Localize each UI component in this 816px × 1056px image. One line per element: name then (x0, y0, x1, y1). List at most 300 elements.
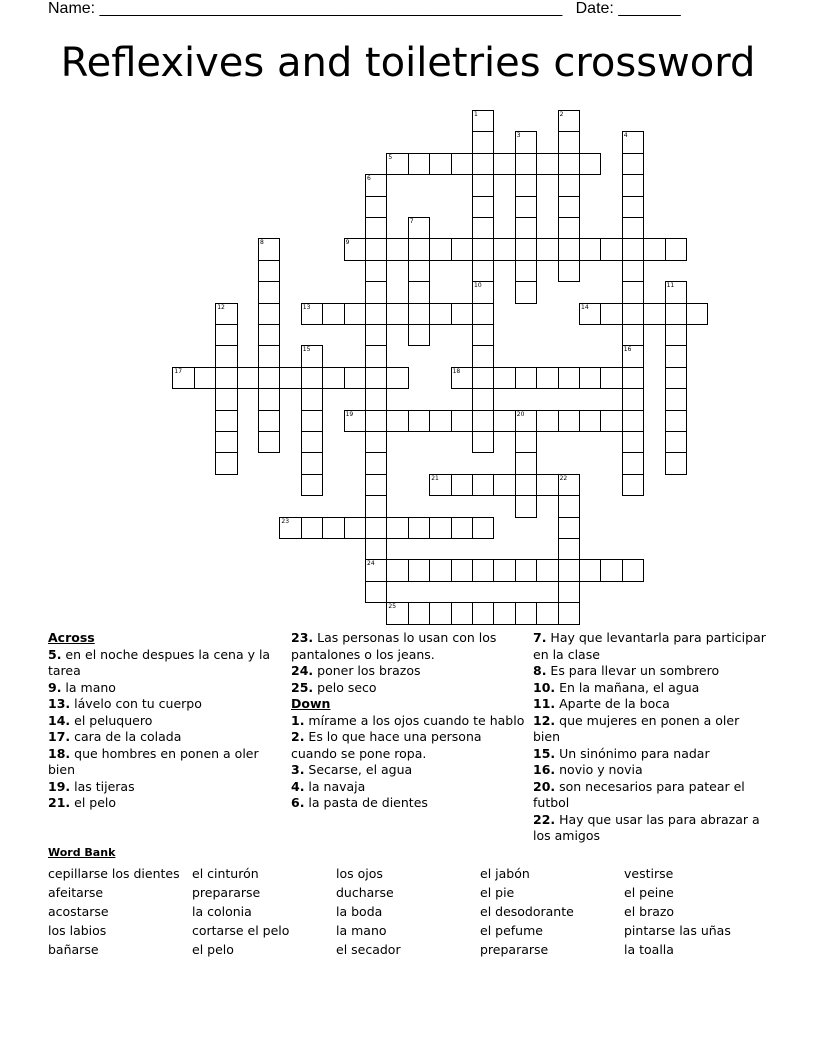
crossword-cell (579, 367, 601, 389)
across-clue (48, 729, 288, 746)
crossword-cell (451, 474, 473, 496)
clue-number: 16 (623, 346, 632, 354)
crossword-cell (472, 153, 494, 175)
crossword-cell (408, 517, 430, 539)
crossword-cell (451, 559, 473, 581)
crossword-cell (558, 131, 580, 153)
crossword-cell (258, 367, 280, 389)
crossword-cell (665, 303, 687, 325)
crossword-cell (451, 153, 473, 175)
crossword-cell (472, 345, 494, 367)
crossword-cell (472, 324, 494, 346)
crossword-cell (258, 303, 280, 325)
clue-number: 6 (367, 175, 371, 183)
clue-text: mírame a los ojos cuando te hablo (304, 712, 525, 728)
crossword-cell (472, 303, 494, 325)
crossword-cell (365, 324, 387, 346)
clue-number-label: 23. (291, 630, 314, 645)
clue-text: En la mañana, el agua (555, 679, 700, 695)
word-bank-item: cepillarse los dientes (48, 866, 180, 881)
crossword-cell (258, 388, 280, 410)
clue-number-label: 6. (291, 795, 305, 810)
crossword-cell (558, 110, 580, 132)
down-clue-list (291, 713, 531, 812)
clue-number-label: 14. (48, 712, 71, 728)
crossword-cell (536, 238, 558, 260)
clue-text: Un sinónimo para nadar (555, 745, 710, 761)
crossword-cell (558, 474, 580, 496)
crossword-cell (322, 303, 344, 325)
crossword-cell (579, 153, 601, 175)
crossword-cell (365, 238, 387, 260)
crossword-cell (172, 367, 194, 389)
clue-text: Aparte de la boca (555, 696, 670, 711)
clue-number-label: 22. (533, 811, 556, 827)
crossword-cell (365, 538, 387, 560)
crossword-cell (408, 559, 430, 581)
clue-number: 24 (367, 560, 375, 568)
down-clue (533, 696, 769, 713)
crossword-cell (258, 410, 280, 432)
clue-number: 1 (474, 111, 478, 118)
word-bank-item: vestirse (624, 866, 674, 881)
crossword-cell (622, 238, 644, 260)
crossword-cell (365, 410, 387, 432)
crossword-cell (365, 474, 387, 496)
crossword-cell (558, 153, 580, 175)
crossword-cell (536, 602, 558, 624)
crossword-cell (215, 452, 237, 474)
clue-number-label: 11. (533, 696, 556, 711)
down-clue (291, 729, 531, 762)
clue-text: la navaja (304, 778, 366, 794)
crossword-cell (451, 517, 473, 539)
clue-number-label: 5. (48, 646, 62, 662)
crossword-cell (622, 196, 644, 218)
clue-number: 17 (174, 367, 183, 375)
clue-number-label: 16. (533, 762, 556, 777)
clue-number: 22 (559, 474, 568, 482)
crossword-cell (558, 581, 580, 603)
word-bank-item: la mano (336, 923, 387, 938)
crossword-cell (365, 260, 387, 282)
clue-number: 25 (388, 603, 397, 611)
crossword-cell (558, 495, 580, 517)
crossword-cell (665, 324, 687, 346)
down-clue (533, 663, 769, 680)
crossword-cell (386, 303, 408, 325)
down-clue (533, 680, 769, 697)
crossword-cell (472, 131, 494, 153)
crossword-cell (558, 196, 580, 218)
word-bank-item: el cinturón (192, 866, 259, 881)
crossword-cell (622, 303, 644, 325)
clue-text: las tijeras (70, 778, 135, 794)
crossword-cell (493, 474, 515, 496)
crossword-cell (515, 174, 537, 196)
word-bank-item: la colonia (192, 904, 252, 919)
clue-text: cara de la colada (70, 729, 182, 744)
crossword-cell (301, 452, 323, 474)
clue-text: Hay que levantarla para participar en la clase (533, 630, 766, 662)
crossword-cell (344, 367, 366, 389)
crossword-cell (622, 217, 644, 239)
crossword-cell (429, 303, 451, 325)
across-clue (48, 713, 288, 730)
clue-number-label: 1. (291, 712, 305, 728)
crossword-cell (622, 559, 644, 581)
clue-number-label: 9. (48, 679, 62, 695)
crossword-cell (622, 345, 644, 367)
crossword-cell (579, 238, 601, 260)
clue-number: 23 (281, 517, 290, 525)
crossword-cell (472, 110, 494, 132)
crossword-cell (451, 410, 473, 432)
crossword-cell (258, 281, 280, 303)
crossword-cell (386, 410, 408, 432)
across-clue (291, 680, 531, 697)
crossword-cell (558, 559, 580, 581)
crossword-cell (600, 559, 622, 581)
crossword-cell (258, 260, 280, 282)
crossword-cell (408, 324, 430, 346)
clue-number: 9 (345, 239, 350, 247)
crossword-cell (408, 217, 430, 239)
word-bank-item: la toalla (624, 942, 674, 957)
clue-number: 2 (559, 111, 564, 118)
crossword-cell (279, 517, 301, 539)
crossword-cell (215, 303, 237, 325)
crossword-cell (622, 131, 644, 153)
crossword-cell (451, 602, 473, 624)
crossword-cell (451, 367, 473, 389)
crossword-cell (472, 602, 494, 624)
crossword-cell (472, 410, 494, 432)
crossword-cell (665, 388, 687, 410)
clues-column-1 (48, 630, 288, 812)
crossword-cell (472, 196, 494, 218)
word-bank-item: los labios (48, 923, 107, 938)
crossword-cell (558, 367, 580, 389)
across-clue (48, 696, 288, 713)
across-clue (48, 647, 288, 680)
word-bank-item: los ojos (336, 866, 383, 881)
crossword-cell (515, 410, 537, 432)
clue-text: el pelo (70, 795, 117, 810)
crossword-cell (622, 153, 644, 175)
crossword-cell (622, 174, 644, 196)
crossword-cell (472, 174, 494, 196)
crossword-cell (472, 217, 494, 239)
clue-number-label: 19. (48, 778, 71, 794)
down-clue (291, 795, 531, 812)
down-clue (291, 779, 531, 796)
clue-number-label: 15. (533, 745, 556, 761)
crossword-cell (365, 452, 387, 474)
crossword-cell (301, 431, 323, 453)
clue-number-label: 18. (48, 745, 71, 761)
word-bank-item: el pefume (480, 923, 543, 938)
across-clue (48, 795, 288, 812)
clue-text: Secarse, el agua (304, 762, 413, 777)
clue-text: la mano (61, 679, 116, 695)
page-title: Reflexives and toiletries crossword (60, 40, 756, 86)
crossword-cell (429, 153, 451, 175)
down-clue (533, 630, 769, 663)
crossword-cell (408, 602, 430, 624)
crossword-cell (365, 345, 387, 367)
clue-number: 7 (409, 218, 414, 225)
crossword-cell (665, 431, 687, 453)
clue-number: 11 (666, 282, 675, 290)
clue-text: lávelo con tu cuerpo (70, 696, 202, 711)
crossword-cell (429, 410, 451, 432)
crossword-cell (215, 367, 237, 389)
crossword-cell (558, 238, 580, 260)
across-clue (48, 746, 288, 779)
crossword-cell (515, 131, 537, 153)
clue-text: Es para llevar un sombrero (546, 663, 720, 678)
clue-number-label: 4. (291, 778, 305, 794)
crossword-cell (258, 238, 280, 260)
crossword-cell (344, 303, 366, 325)
clue-number-label: 7. (533, 630, 547, 645)
word-bank-item: el jabón (480, 866, 530, 881)
clue-number-label: 13. (48, 696, 71, 711)
word-bank-item: la boda (336, 904, 383, 919)
clue-number: 19 (345, 410, 354, 418)
down-clue-list-continued (533, 630, 769, 845)
crossword-cell (451, 303, 473, 325)
word-bank-item: el pelo (192, 942, 234, 957)
crossword-cell (600, 410, 622, 432)
crossword-cell (665, 452, 687, 474)
down-clue (291, 762, 531, 779)
crossword-cell (472, 559, 494, 581)
across-clue (48, 779, 288, 796)
clue-number: 14 (581, 303, 589, 311)
crossword-cell (536, 367, 558, 389)
crossword-cell (365, 495, 387, 517)
crossword-cell (258, 345, 280, 367)
crossword-cell (558, 517, 580, 539)
crossword-cell (365, 303, 387, 325)
crossword-cell (536, 153, 558, 175)
crossword-cell (558, 217, 580, 239)
crossword-cell (215, 410, 237, 432)
crossword-cell (515, 474, 537, 496)
crossword-cell (493, 410, 515, 432)
crossword-cell (579, 559, 601, 581)
clue-number: 12 (217, 303, 225, 311)
name-date-line: Name: ____________________________________________________ Date: _______ (48, 0, 681, 17)
crossword-cell (472, 281, 494, 303)
crossword-cell (365, 517, 387, 539)
crossword-cell (279, 367, 301, 389)
clue-number: 20 (516, 410, 525, 418)
down-clue (533, 779, 769, 812)
clue-number-label: 21. (48, 795, 71, 810)
crossword-cell (493, 153, 515, 175)
down-clue (291, 713, 531, 730)
crossword-cell (493, 367, 515, 389)
crossword-cell (558, 602, 580, 624)
word-bank-item: el peine (624, 885, 674, 900)
clue-text: pelo seco (313, 679, 377, 695)
crossword-cell (515, 153, 537, 175)
crossword-cell (408, 410, 430, 432)
crossword-cell (258, 324, 280, 346)
crossword-cell (237, 367, 259, 389)
crossword-cell (344, 517, 366, 539)
clue-number-label: 12. (533, 712, 556, 728)
clue-number: 15 (302, 346, 311, 354)
word-bank-column (48, 864, 198, 959)
crossword-cell (515, 260, 537, 282)
crossword-cell (472, 517, 494, 539)
word-bank-column (192, 864, 342, 959)
crossword-cell (472, 388, 494, 410)
clue-number: 10 (474, 282, 482, 290)
crossword-cell (622, 281, 644, 303)
crossword-cell (472, 260, 494, 282)
down-clue (533, 713, 769, 746)
word-bank-item: afeitarse (48, 885, 104, 900)
crossword-cell (665, 367, 687, 389)
clue-number: 8 (260, 239, 264, 247)
crossword-cell (429, 238, 451, 260)
crossword-cell (301, 303, 323, 325)
crossword-cell (301, 410, 323, 432)
crossword-cell (600, 303, 622, 325)
clue-text: son necesarios para patear el futbol (533, 778, 745, 810)
crossword-cell (515, 367, 537, 389)
crossword-cell (622, 260, 644, 282)
crossword-cell (365, 559, 387, 581)
crossword-cell (472, 238, 494, 260)
across-clue (291, 663, 531, 680)
crossword-cell (515, 602, 537, 624)
crossword-cell (622, 431, 644, 453)
crossword-cell (365, 281, 387, 303)
crossword-cell (515, 238, 537, 260)
clue-text: el peluquero (70, 712, 153, 728)
crossword-cell (515, 281, 537, 303)
down-clue (533, 746, 769, 763)
crossword-cell (215, 388, 237, 410)
crossword-cell (429, 517, 451, 539)
word-bank-item: acostarse (48, 904, 109, 919)
crossword-cell (686, 303, 708, 325)
crossword-cell (301, 367, 323, 389)
crossword-cell (408, 260, 430, 282)
clue-number-label: 2. (291, 729, 305, 744)
crossword-cell (386, 517, 408, 539)
clue-text: Hay que usar las para abrazar a los amigos (533, 811, 760, 843)
crossword-cell (665, 345, 687, 367)
word-bank-heading: Word Bank (48, 846, 116, 859)
clue-number-label: 10. (533, 679, 556, 695)
clue-text: en el noche despues la cena y la tarea (48, 646, 271, 678)
clue-number: 4 (623, 132, 628, 140)
crossword-cell (493, 238, 515, 260)
crossword-cell (301, 517, 323, 539)
clue-text: la pasta de dientes (304, 795, 428, 810)
crossword-cell (386, 602, 408, 624)
crossword-cell (408, 281, 430, 303)
across-clue-list (48, 647, 288, 812)
clue-text: poner los brazos (313, 663, 421, 678)
crossword-cell (472, 431, 494, 453)
clue-text: que hombres en ponen a oler bien (48, 745, 259, 777)
crossword-cell (365, 431, 387, 453)
clue-number-label: 25. (291, 679, 314, 695)
down-clue (533, 762, 769, 779)
clue-text: Las personas lo usan con los pantalones o los jeans. (291, 630, 497, 662)
clue-text: Es lo que hace una persona cuando se pone ropa. (291, 729, 482, 761)
crossword-cell (643, 303, 665, 325)
crossword-cell (365, 174, 387, 196)
crossword-cell (665, 281, 687, 303)
crossword-cell (622, 474, 644, 496)
word-bank-item: el pie (480, 885, 515, 900)
crossword-cell (536, 559, 558, 581)
clue-number-label: 17. (48, 729, 71, 744)
crossword-cell (558, 174, 580, 196)
crossword-cell (408, 303, 430, 325)
clue-number: 3 (516, 132, 521, 140)
crossword-cell (622, 324, 644, 346)
crossword-cell (215, 324, 237, 346)
word-bank-item: el secador (336, 942, 401, 957)
crossword-cell (472, 367, 494, 389)
crossword-cell (386, 559, 408, 581)
crossword-cell (515, 495, 537, 517)
crossword-cell (665, 410, 687, 432)
clues-column-2 (291, 630, 531, 812)
crossword-cell (386, 238, 408, 260)
word-bank-item: bañarse (48, 942, 99, 957)
crossword-cell (344, 238, 366, 260)
crossword-cell (536, 474, 558, 496)
clue-text: que mujeres en ponen a oler bien (533, 712, 740, 744)
crossword-cell (301, 388, 323, 410)
crossword-cell (643, 238, 665, 260)
crossword-cell (493, 559, 515, 581)
crossword-cell (344, 410, 366, 432)
word-bank-item: prepararse (192, 885, 261, 900)
crossword-cell (515, 217, 537, 239)
across-clue (48, 680, 288, 697)
crossword-cell (365, 581, 387, 603)
crossword-cell (622, 452, 644, 474)
clue-number: 21 (431, 474, 439, 482)
crossword-cell (429, 602, 451, 624)
word-bank-item: cortarse el pelo (192, 923, 290, 938)
crossword-cell (451, 238, 473, 260)
clues-column-3 (533, 630, 769, 845)
clue-text: novio y novia (555, 762, 643, 777)
crossword-cell (194, 367, 216, 389)
crossword-cell (301, 345, 323, 367)
crossword-cell (579, 410, 601, 432)
crossword-cell (386, 153, 408, 175)
crossword-cell (622, 388, 644, 410)
clue-number: 18 (452, 367, 461, 375)
crossword-cell (365, 367, 387, 389)
word-bank-item: el brazo (624, 904, 675, 919)
word-bank-column (480, 864, 630, 959)
